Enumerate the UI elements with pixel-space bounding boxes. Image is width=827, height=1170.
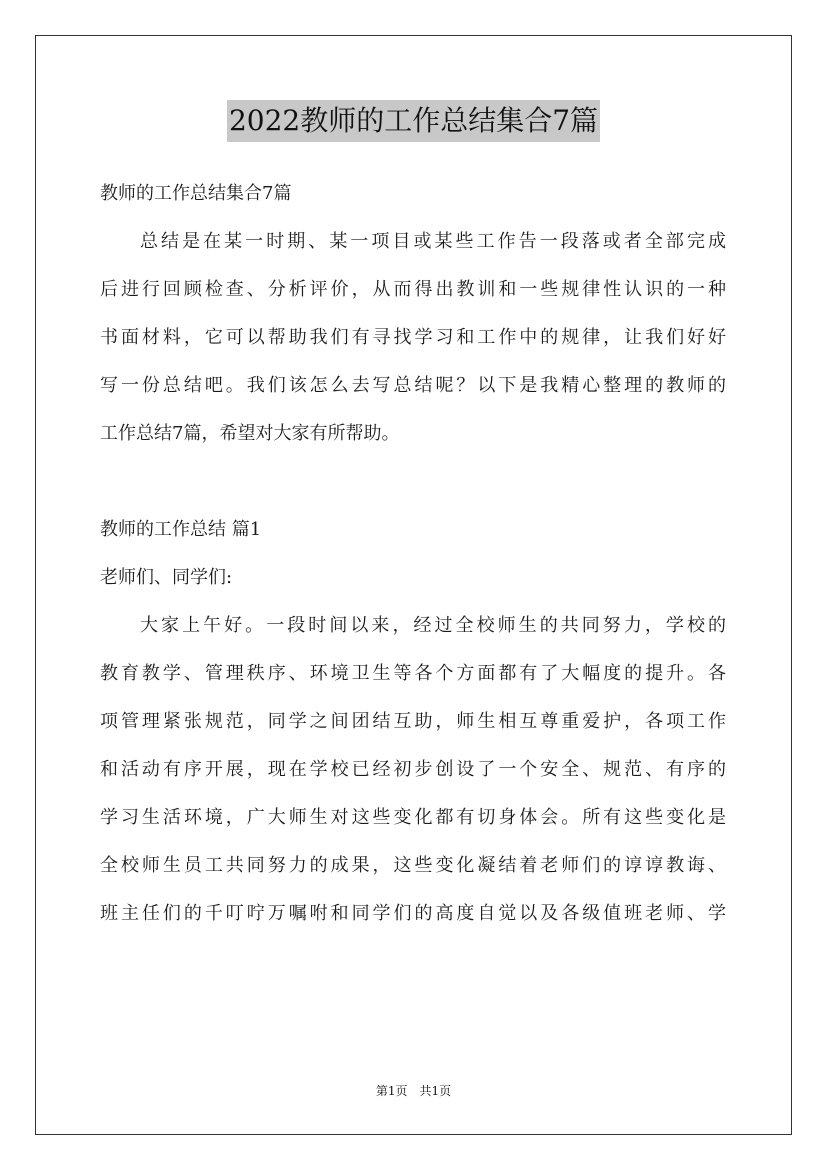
page-footer xyxy=(0,1082,827,1099)
intro-line: 工作总结7篇，希望对大家有所帮助。 xyxy=(100,423,400,444)
body-line: 教育教学、管理秩序、环境卫生等各个方面都有了大幅度的提升。各 xyxy=(100,663,726,684)
paragraph-spacer xyxy=(100,458,726,506)
page-number: 第1页 共1页 xyxy=(375,1084,452,1098)
body-line: 学习生活环境，广大师生对这些变化都有切身体会。所有这些变化是 xyxy=(100,807,726,828)
title-wrap xyxy=(0,100,827,142)
intro-line: 总结是在某一时期、某一项目或某些工作告一段落或者全部完成 xyxy=(140,231,726,252)
intro-line: 书面材料，它可以帮助我们有寻找学习和工作中的规律，让我们好好 xyxy=(100,327,726,348)
section-heading: 教师的工作总结 篇1 xyxy=(100,519,262,540)
body-line: 大家上午好。一段时间以来，经过全校师生的共同努力，学校的 xyxy=(140,615,726,636)
body-line: 全校师生员工共同努力的成果，这些变化凝结着老师们的谆谆教诲、 xyxy=(100,855,726,876)
body-line: 班主任们的千叮咛万嘱咐和同学们的高度自觉以及各级值班老师、学 xyxy=(100,903,726,924)
body-line: 和活动有序开展，现在学校已经初步创设了一个安全、规范、有序的 xyxy=(100,759,726,780)
greeting: 老师们、同学们: xyxy=(100,567,233,588)
intro-line: 后进行回顾检查、分析评价，从而得出教训和一些规律性认识的一种 xyxy=(100,279,726,300)
intro-line: 写一份总结吧。我们该怎么去写总结呢？以下是我精心整理的教师的 xyxy=(100,375,726,396)
body-line: 项管理紧张规范，同学之间团结互助，师生相互尊重爱护，各项工作 xyxy=(100,711,726,732)
document-body xyxy=(100,170,726,938)
document-title: 2022教师的工作总结集合7篇 xyxy=(227,100,600,142)
subtitle: 教师的工作总结集合7篇 xyxy=(100,183,292,204)
